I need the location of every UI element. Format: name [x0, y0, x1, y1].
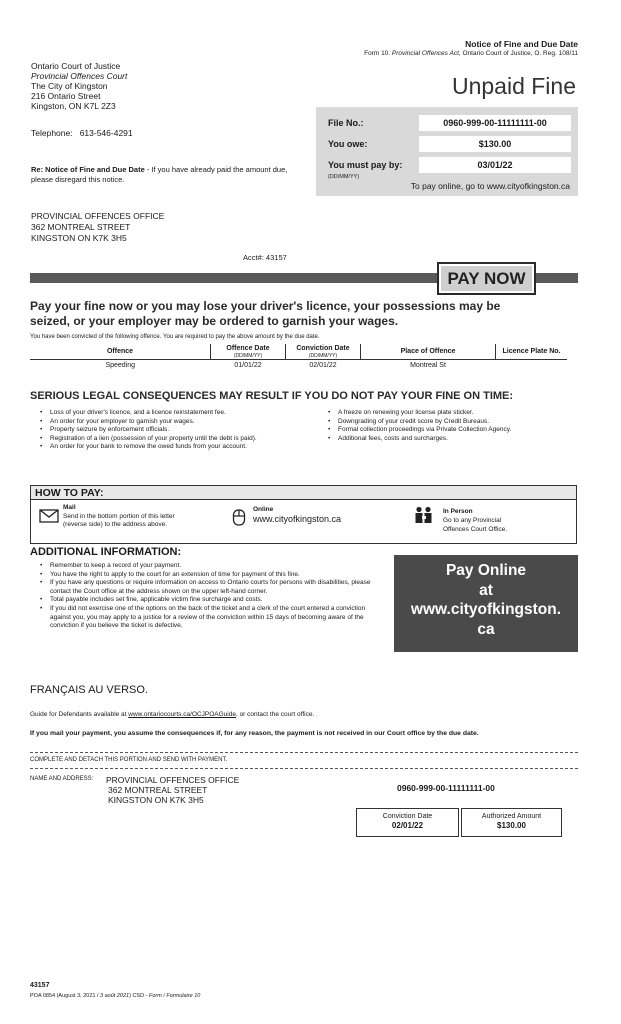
mail-info	[63, 504, 175, 530]
conviction-date-value: 02/01/22	[391, 821, 424, 830]
pay-online-note: To pay online, go to www.cityofkingston.ca	[410, 181, 570, 191]
offence-table-header	[30, 344, 567, 360]
court-name: Ontario Court of Justice	[31, 61, 121, 71]
cell-conviction-date: 02/01/22	[309, 362, 337, 369]
form-number: Form 10.	[364, 50, 391, 57]
re-notice	[31, 165, 296, 185]
file-number-label: File No.:	[328, 118, 364, 128]
stub-city: KINGSTON ON K7K 3H5	[108, 795, 204, 805]
in-person-title: In Person	[443, 508, 473, 515]
cell-offence-date: 01/01/22	[234, 362, 262, 369]
footer-account: 43157	[30, 982, 50, 989]
list-item: • You have the right to apply to the court for an extension of time for payment of this fine.	[50, 571, 383, 580]
court-street: 216 Ontario Street	[31, 91, 101, 101]
guide-link[interactable]: www.ontariocourts.ca/OCJPOAGuide	[128, 711, 236, 718]
table-row	[30, 360, 567, 372]
you-owe-row	[322, 136, 574, 152]
pay-online-line-4: ca	[477, 620, 495, 638]
online-info	[253, 506, 341, 524]
name-address-label: NAME AND ADDRESS:	[30, 776, 94, 782]
form-act: Provincial Offences Act,	[391, 50, 461, 57]
stub-address	[106, 775, 239, 805]
header-offence: Offence	[30, 344, 211, 360]
file-number-row	[322, 115, 574, 131]
list-item: • If you did not exercise one of the options on the back of the ticket and a clerk of the court entered a conviction against you, you may apply to a justice for a review of the conviction within 15 days of becoming aware of the conviction if you believe the ticket is defective.	[50, 605, 383, 631]
date-format: (DD/MM/YY)	[328, 174, 360, 180]
header-offence-date: Offence Date (DD/MM/YY)	[211, 344, 286, 360]
header-place: Place of Offence	[361, 344, 496, 360]
list-item: • Additional fees, costs and surcharges.	[338, 435, 576, 444]
authorized-amount-box	[461, 808, 562, 837]
conviction-date-label: Conviction Date	[382, 813, 433, 820]
stub-street: 362 MONTREAL STREET	[108, 785, 208, 795]
guide-text: Guide for Defendants available at	[30, 711, 129, 718]
pay-by-label: You must pay by:	[328, 160, 403, 170]
mouse-icon	[232, 508, 246, 526]
telephone-label: Telephone:	[31, 128, 73, 138]
authorized-amount-value: $130.00	[497, 821, 526, 830]
stub-file-number: 0960-999-00-11111111-00	[397, 783, 495, 793]
consequences-title: SERIOUS LEGAL CONSEQUENCES MAY RESULT IF YOU DO NOT PAY YOUR FINE ON TIME:	[30, 390, 514, 402]
detach-line	[30, 752, 578, 753]
additional-list	[38, 562, 383, 631]
warning-text	[30, 299, 500, 328]
authorized-amount-label: Authorized Amount	[481, 813, 542, 820]
pay-by-row	[322, 157, 574, 173]
online-title: Online	[253, 506, 274, 513]
consequences-left	[38, 409, 313, 452]
in-person-text-1: Go to any Provincial	[443, 517, 502, 524]
recipient-city: KINGSTON ON K7K 3H5	[31, 233, 127, 243]
form-reference	[364, 50, 578, 57]
in-person-text-2: Offences Court Office.	[443, 526, 508, 533]
warning-line-2: seized, or your employer may be ordered to garnish your wages.	[30, 313, 399, 328]
you-owe-value: $130.00	[419, 136, 571, 152]
mail-text-1: Send in the bottom portion of this letter	[63, 512, 175, 520]
header-conviction-date: Conviction Date (DD/MM/YY)	[286, 344, 361, 360]
consequences-right	[326, 409, 576, 443]
list-item: • A freeze on renewing your license plate sticker.	[338, 409, 576, 418]
notice-title: Notice of Fine and Due Date	[465, 39, 578, 49]
account-number: Acct#: 43157	[243, 253, 287, 262]
envelope-icon	[39, 509, 59, 523]
list-item: • Remember to keep a record of your payment.	[50, 562, 383, 571]
additional-title: ADDITIONAL INFORMATION:	[30, 546, 182, 558]
detach-text: COMPLETE AND DETACH THIS PORTION AND SEND WITH PAYMENT.	[30, 757, 228, 763]
court-division: Provincial Offences Court	[31, 71, 128, 81]
cell-plate	[496, 360, 568, 372]
people-icon	[413, 506, 435, 524]
pay-online-line-2: at	[479, 581, 493, 599]
how-to-pay-box	[30, 485, 577, 544]
re-notice-title: Re: Notice of Fine and Due Date	[31, 165, 145, 174]
guide-text-end: , or contact the court office.	[235, 711, 315, 718]
convicted-text: You have been convicted of the following offence. You are required to pay the above amount by the due date.	[30, 334, 320, 340]
re-notice-text: - If you have already paid the amount due, please disregard this notice.	[31, 165, 288, 184]
mail-warning: If you mail your payment, you assume the consequences if, for any reason, the payment is not received in our Court office by the due date.	[30, 730, 479, 737]
pay-online-banner[interactable]	[394, 555, 578, 652]
header-plate: Licence Plate No.	[496, 344, 568, 360]
list-item: • Total payable includes set fine, applicable victim fine surcharge and costs.	[50, 596, 383, 605]
warning-line-1: Pay your fine now or you may lose your driver's licence, your possessions may be	[30, 299, 501, 313]
pay-now-badge	[437, 262, 536, 295]
list-item: • An order for your bank to remove the owed funds from your account.	[50, 443, 313, 452]
mail-title: Mail	[63, 504, 76, 511]
court-city: The City of Kingston	[31, 81, 108, 91]
mail-text-2: (reverse side) to the address above.	[63, 521, 168, 528]
list-item: • Property seizure by enforcement officials.	[50, 426, 313, 435]
offence-table-wrap	[30, 344, 567, 371]
unpaid-fine-title: Unpaid Fine	[451, 73, 576, 99]
telephone	[31, 128, 133, 139]
list-item: • Registration of a lien (possession of your property until the debt is paid).	[50, 435, 313, 444]
pay-now-label: PAY NOW	[441, 266, 532, 291]
you-owe-label: You owe:	[328, 139, 368, 149]
footer-form: POA 0854 (August 3, 2021 / 3 août 2021) CSD - Form / Formulaire 10	[30, 993, 201, 999]
recipient-street: 362 MONTREAL STREET	[31, 222, 131, 232]
conviction-date-box	[356, 808, 459, 837]
recipient-address	[31, 211, 164, 244]
guide-note	[30, 711, 314, 718]
recipient-name: PROVINCIAL OFFENCES OFFICE	[31, 211, 165, 221]
form-regulation: Ontario Court of Justice, O. Reg. 108/11	[462, 50, 578, 57]
francais-note: FRANÇAIS AU VERSO.	[30, 684, 148, 696]
list-item: • Loss of your driver's licence, and a licence reinstatement fee.	[50, 409, 313, 418]
list-item: • If you have any questions or require information on access to Ontario courts for persons with disabilities, please contact the Court office at the address shown on the upper left-hand corner.	[50, 579, 383, 596]
telephone-number: 613-546-4291	[79, 128, 133, 138]
how-to-pay-title: HOW TO PAY:	[31, 486, 576, 500]
list-item: • An order for your employer to garnish your wages.	[50, 418, 313, 427]
stub-name: PROVINCIAL OFFENCES OFFICE	[106, 775, 240, 785]
offence-table	[30, 344, 567, 371]
file-info-box	[316, 107, 578, 196]
cell-offence: Speeding	[105, 362, 136, 369]
cell-place: Montreal St	[410, 362, 446, 369]
court-postal: Kingston, ON K7L 2Z3	[31, 101, 116, 111]
in-person-info	[443, 507, 507, 534]
detach-line-2	[30, 768, 578, 769]
online-link[interactable]: www.cityofkingston.ca	[253, 514, 342, 524]
list-item: • Downgrading of your credit score by Credit Bureaus.	[338, 418, 576, 427]
list-item: • Formal collection proceedings via Private Collection Agency.	[338, 426, 576, 435]
pay-online-line-1: Pay Online	[445, 562, 527, 579]
court-address	[31, 61, 127, 111]
pay-online-line-3: www.cityofkingston.	[410, 601, 562, 618]
file-number-value: 0960-999-00-11111111-00	[419, 115, 571, 131]
pay-by-value: 03/01/22	[419, 157, 571, 173]
